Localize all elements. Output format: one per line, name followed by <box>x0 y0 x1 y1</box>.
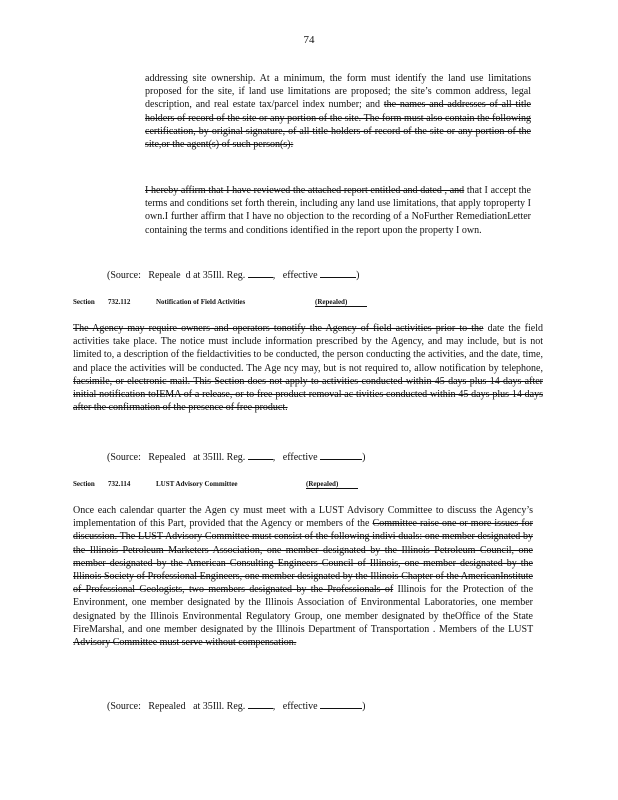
source-prefix: (Source: Repeale d at 35Ill. Reg. <box>107 270 246 281</box>
text-struck: facsimile, or electronic mail. This Section does not apply to activities conducted within 45 days plus 14 days after initial notification toIEMA of a release, or to free product removal ac tivities conducted within 45 days plus 14 days after the confirmation of the presence of free product. <box>73 375 543 414</box>
text-struck: The Agency may require owners and operators tonotify the Agency of field activities prior to the <box>73 323 484 334</box>
source-note-3 <box>107 699 365 712</box>
paragraph-advisory-committee <box>73 504 533 649</box>
paragraph-certification <box>145 184 531 237</box>
source-prefix: (Source: Repealed at 35Ill. Reg. <box>107 452 246 463</box>
section-heading-732-114 <box>73 480 358 489</box>
source-note-1 <box>107 268 359 281</box>
blank-line <box>248 268 273 278</box>
text-struck: the names and addresses of all title holders of record of the site or any portion of the site. The form must also contain the following certification, by original signature, of all title holders of record of the site or any portion of the site,or the agent(s) of such person(s): <box>145 99 531 151</box>
paragraph-site-ownership <box>145 72 531 151</box>
paragraph-notification <box>73 322 543 414</box>
source-mid: , effective <box>272 270 318 281</box>
text-normal: Once each calendar quarter the Agen cy must meet with a LUST Advisory Committee to discuss the Agency’s implementation of this Part, provided that the Agency or members of the <box>73 505 533 530</box>
source-prefix: (Source: Repealed at 35Ill. Reg. <box>107 701 246 712</box>
source-mid: , effective <box>272 452 318 463</box>
blank-line <box>320 268 356 278</box>
text-struck: Advisory Committee must serve without compensation. <box>73 637 297 649</box>
source-mid: , effective <box>272 701 318 712</box>
page-number: 74 <box>303 34 315 46</box>
repealed-status: (Repealed) <box>306 480 358 489</box>
blank-line <box>248 450 273 460</box>
source-suffix: ) <box>356 270 360 281</box>
section-title: Notification of Field Activities <box>156 298 246 306</box>
section-number: 732.114 <box>108 480 131 488</box>
text-normal: that I accept the terms and conditions set forth therein, including any land use limitations, that apply toproperty I own.I further affirm that I have no objection to the recording of a NoFurther RemediationLetter containing the terms and conditions identified in the report upon the property I own. <box>145 185 531 236</box>
source-suffix: ) <box>362 452 366 463</box>
text-struck: I hereby affirm that I have reviewed the attached report entitled and dated , and <box>145 185 465 196</box>
blank-line <box>320 450 362 460</box>
text-normal: date the field activities take place. The notice must include information prescribed by the Agency, and may include, but is not limited to, a description of the fieldactivities to be conducted, the person conducting the activities, and the date, time, and place the activities will be conducted. The Age ncy may, but is not required to, allow notification by telephone, <box>73 323 543 374</box>
section-label: Section <box>73 298 95 306</box>
text-struck: Committee raise one or more issues for discussion. The LUST Advisory Committee must consist of the following indivi duals: one member designated by the Illinois Petroleum Marketers Association, one member designated by the Illinois Petroleum Council, one member designated by the American Consulting Engineers Council of Illinois, one member designated by the Illinois Society of Professional Engineers, one member designated by the Illinois Chapter of the AmericanInstitute of Professional Geologists, two members designated by the Professionals of <box>73 518 534 596</box>
blank-line <box>320 699 362 709</box>
blank-line <box>248 699 273 709</box>
repealed-status: (Repealed) <box>315 298 367 307</box>
section-title: LUST Advisory Committee <box>156 480 238 488</box>
source-note-2 <box>107 450 365 463</box>
text-normal: Illinois for the Protection of the Environment, one member designated by the Illinois Association of Environmental Laboratories, one member designated by the Illinois Environmental Regulatory Group, one member designated by theOffice of the State FireMarshal, and one member designated by the Illinois Department of Transportation . Members of the LUST <box>73 584 534 635</box>
section-heading-732-112 <box>73 298 367 307</box>
section-number: 732.112 <box>108 298 131 306</box>
section-label: Section <box>73 480 95 488</box>
text-normal: addressing site ownership. At a minimum, the form must identify the land use limitations proposed for the site, if land use limitations are proposed; the site’s common address, legal description, and real estate tax/parcel index number; and <box>145 73 531 111</box>
source-suffix: ) <box>362 701 366 712</box>
